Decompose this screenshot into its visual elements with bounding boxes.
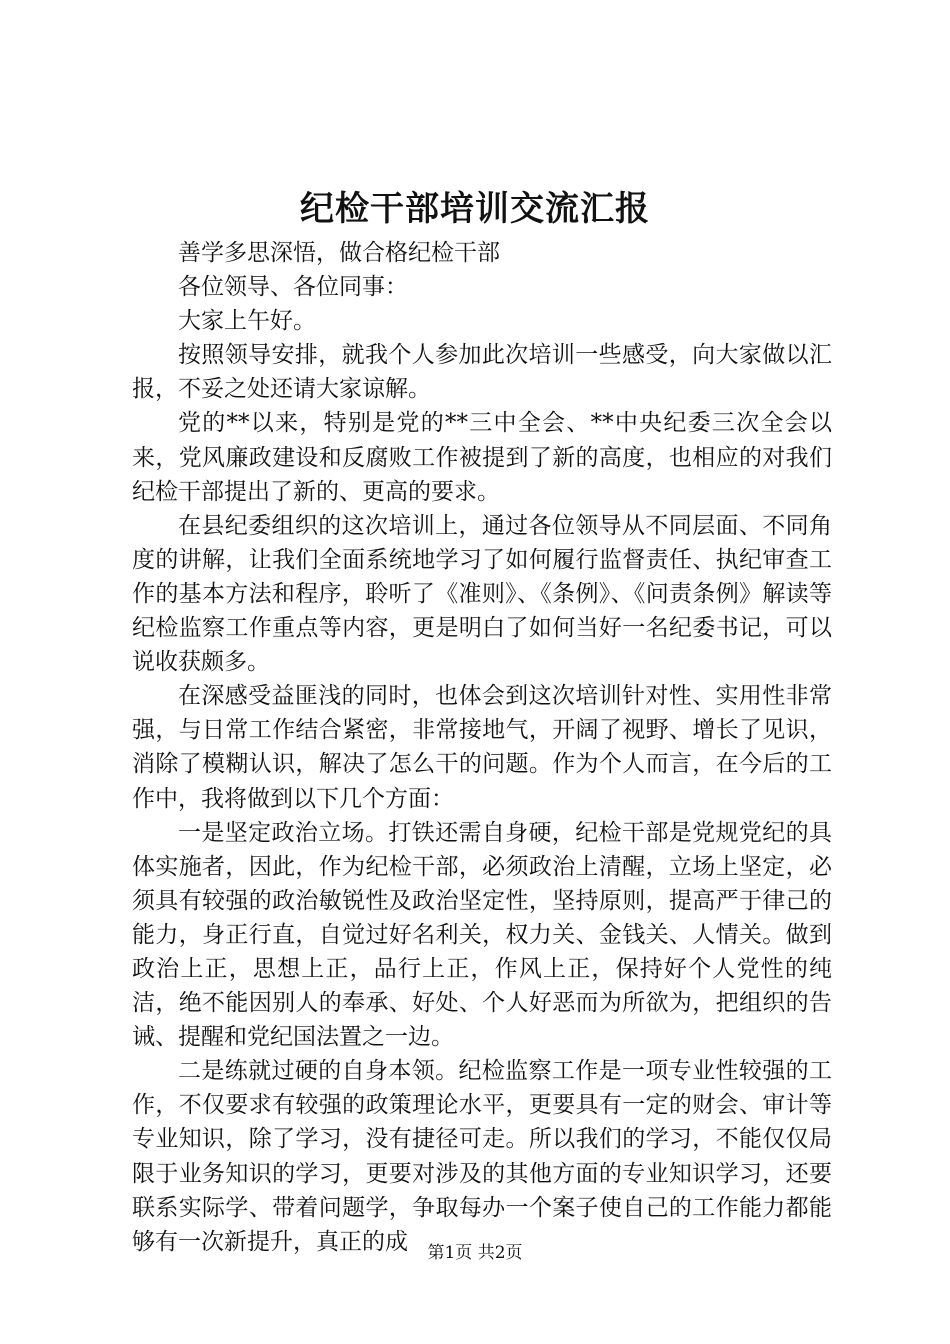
page-number-footer: 第1页 共2页: [427, 1243, 523, 1263]
paragraph: 二是练就过硬的自身本领。纪检监察工作是一项专业性较强的工作，不仅要求有较强的政策理论水平，更要具有一定的财会、审计等专业知识，除了学习，没有捷径可走。所以我们的学习，不能仅仅局限于业务知识的学习，更要对涉及的其他方面的专业知识学习，还要联系实际学、带着问题学，争取每办一个案子使自己的工作能力都能够有一次新提升，真正的成: [132, 1058, 832, 1255]
paragraph: 党的**以来，特别是党的**三中全会、**中央纪委三次全会以来，党风廉政建设和反腐败工作被提到了新的高度，也相应的对我们纪检干部提出了新的、更高的要求。: [132, 410, 832, 505]
paragraph-subtitle: 善学多思深悟，做合格纪检干部: [178, 240, 500, 266]
paragraph: 一是坚定政治立场。打铁还需自身硬，纪检干部是党规党纪的具体实施者，因此，作为纪检干部，必须政治上清醒，立场上坚定，必须具有较强的政治敏锐性及政治坚定性，坚持原则，提高严于律己的能力，身正行直，自觉过好名利关，权力关、金钱关、人情关。做到政治上正，思想上正，品行上正，作风上正，保持好个人党性的纯洁，绝不能因别人的奉承、好处、个人好恶而为所欲为，把组织的告诫、提醒和党纪国法置之一边。: [132, 819, 832, 1051]
document-title: 纪检干部培训交流汇报: [300, 189, 650, 229]
paragraph: 按照领导安排，就我个人参加此次培训一些感受，向大家做以汇报，不妥之处还请大家谅解。: [132, 342, 832, 403]
document-body: [132, 236, 832, 1259]
paragraph: 在县纪委组织的这次培训上，通过各位领导从不同层面、不同角度的讲解，让我们全面系统地学习了如何履行监督责任、执纪审查工作的基本方法和程序，聆听了《准则》、《条例》、《问责条例》解读等纪检监察工作重点等内容，更是明白了如何当好一名纪委书记，可以说收获颇多。: [132, 512, 832, 676]
paragraph-greeting: 大家上午好。: [178, 308, 316, 335]
paragraph: 在深感受益匪浅的同时，也体会到这次培训针对性、实用性非常强，与日常工作结合紧密，非常接地气，开阔了视野、增长了见识，消除了模糊认识，解决了怎么干的问题。作为个人而言，在今后的工作中，我将做到以下几个方面：: [132, 683, 832, 812]
paragraph-salutation: 各位领导、各位同事：: [178, 274, 408, 301]
